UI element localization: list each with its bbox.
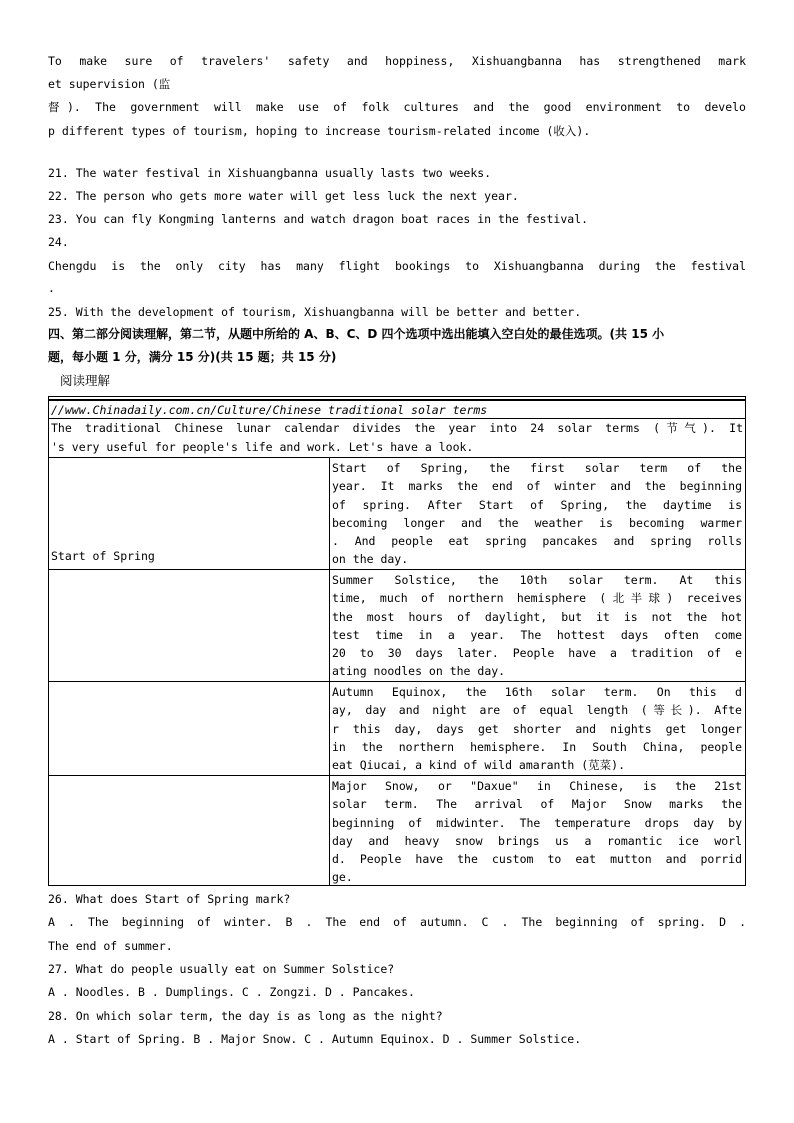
description-line: becoming longer and the weather is becoming warmer bbox=[332, 515, 742, 530]
url-row bbox=[49, 400, 745, 419]
description-line: ating noodles on the day. bbox=[332, 664, 506, 679]
question-28: 28. On which solar term, the day is as long as the night? bbox=[48, 1009, 443, 1023]
term-label-cell bbox=[49, 776, 330, 886]
intro-line: 's very useful for people's life and work. Let's have a look. bbox=[51, 440, 474, 454]
term-description bbox=[330, 459, 744, 569]
description-line: on the day. bbox=[332, 552, 409, 567]
table-row bbox=[49, 775, 745, 886]
question-27-options: A . Noodles. B . Dumplings. C . Zongzi. D . Pancakes. bbox=[48, 985, 415, 999]
statement-22: 22. The person who gets more water will get less luck the next year. bbox=[48, 189, 519, 203]
term-label-cell bbox=[49, 458, 330, 569]
term-label: Start of Spring bbox=[51, 549, 155, 563]
subheading: 阅读理解 bbox=[60, 373, 111, 388]
question-26: 26. What does Start of Spring mark? bbox=[48, 892, 291, 906]
intro-line: The traditional Chinese lunar calendar divides the year into 24 solar terms (节气). It bbox=[51, 421, 743, 435]
description-line: ay, day and night are of equal length (等长). Afte bbox=[332, 703, 742, 718]
description-line: time, much of northern hemisphere (北半球) receives bbox=[332, 591, 742, 606]
statement-24-number: 24. bbox=[48, 235, 69, 249]
passage-line: et supervision (监 bbox=[48, 77, 171, 91]
statement-24: Chengdu is the only city has many flight bookings to Xishuangbanna during the festival bbox=[48, 259, 746, 273]
term-description bbox=[330, 571, 744, 681]
question-26-options-cont: The end of summer. bbox=[48, 939, 173, 953]
description-line: . And people eat spring pancakes and spring rolls bbox=[332, 534, 742, 549]
table-row bbox=[49, 681, 745, 775]
statement-25: 25. With the development of tourism, Xishuangbanna will be better and better. bbox=[48, 305, 582, 319]
statement-21: 21. The water festival in Xishuangbanna usually lasts two weeks. bbox=[48, 166, 492, 180]
term-label-cell bbox=[49, 570, 330, 681]
table-row bbox=[49, 569, 745, 681]
description-line: Autumn Equinox, the 16th solar term. On this d bbox=[332, 685, 742, 699]
term-label-cell bbox=[49, 682, 330, 775]
description-line: r this day, days get shorter and nights get longer bbox=[332, 721, 742, 736]
url-text: //www.Chinadaily.com.cn/Culture/Chinese traditional solar terms bbox=[51, 403, 488, 417]
description-line: Major Snow, or "Daxue" in Chinese, is the 21st bbox=[332, 779, 742, 793]
description-line: d. People have the custom to eat mutton and porrid bbox=[332, 852, 742, 867]
description-line: ge. bbox=[332, 870, 353, 885]
statement-24-period: . bbox=[48, 281, 55, 295]
statement-23: 23. You can fly Kongming lanterns and watch dragon boat races in the festival. bbox=[48, 212, 589, 226]
description-line: Summer Solstice, the 10th solar term. At this bbox=[332, 573, 742, 587]
description-line: solar term. The arrival of Major Snow marks the bbox=[332, 797, 742, 812]
section-heading-cont: 题，每小题 1 分，满分 15 分)(共 15 题；共 15 分) bbox=[48, 350, 337, 364]
description-line: Start of Spring, the first solar term of the bbox=[332, 461, 742, 475]
intro-text bbox=[51, 419, 743, 457]
description-line: of spring. After Start of Spring, the daytime is bbox=[332, 497, 742, 512]
passage-line: p different types of tourism, hoping to increase tourism-related income (收入). bbox=[48, 124, 591, 138]
term-description bbox=[330, 683, 744, 774]
passage-line: 督). The government will make use of folk cultures and the good environment to develo bbox=[48, 100, 746, 114]
passage-line: To make sure of travelers' safety and hoppiness, Xishuangbanna has strengthened mark bbox=[48, 54, 746, 68]
intro-row bbox=[49, 418, 745, 457]
description-line: day and heavy snow brings us a romantic ice worl bbox=[332, 833, 742, 848]
description-line: year. It marks the end of winter and the beginning bbox=[332, 479, 742, 494]
question-26-options: A . The beginning of winter. B . The end of autumn. C . The beginning of spring. D . bbox=[48, 915, 746, 929]
description-line: the most hours of daylight, but it is not the hot bbox=[332, 609, 742, 624]
description-line: in the northern hemisphere. In South China, people bbox=[332, 739, 742, 754]
table-row bbox=[49, 457, 745, 569]
question-27: 27. What do people usually eat on Summer Solstice? bbox=[48, 962, 395, 976]
term-description bbox=[330, 777, 744, 887]
solar-terms-table bbox=[48, 396, 746, 886]
description-line: beginning of midwinter. The temperature drops day by bbox=[332, 815, 742, 830]
description-line: eat Qiucai, a kind of wild amaranth (苋菜). bbox=[332, 758, 626, 773]
description-line: test time in a year. The hottest days often come bbox=[332, 627, 742, 642]
description-line: 20 to 30 days later. People have a tradition of e bbox=[332, 646, 742, 661]
question-28-options: A . Start of Spring. B . Major Snow. C . Autumn Equinox. D . Summer Solstice. bbox=[48, 1032, 582, 1046]
section-heading: 四、第二部分阅读理解，第二节，从题中所给的 A、B、C、D 四个选项中选出能填入空白处的最佳选项。(共 15 小 bbox=[48, 327, 665, 341]
